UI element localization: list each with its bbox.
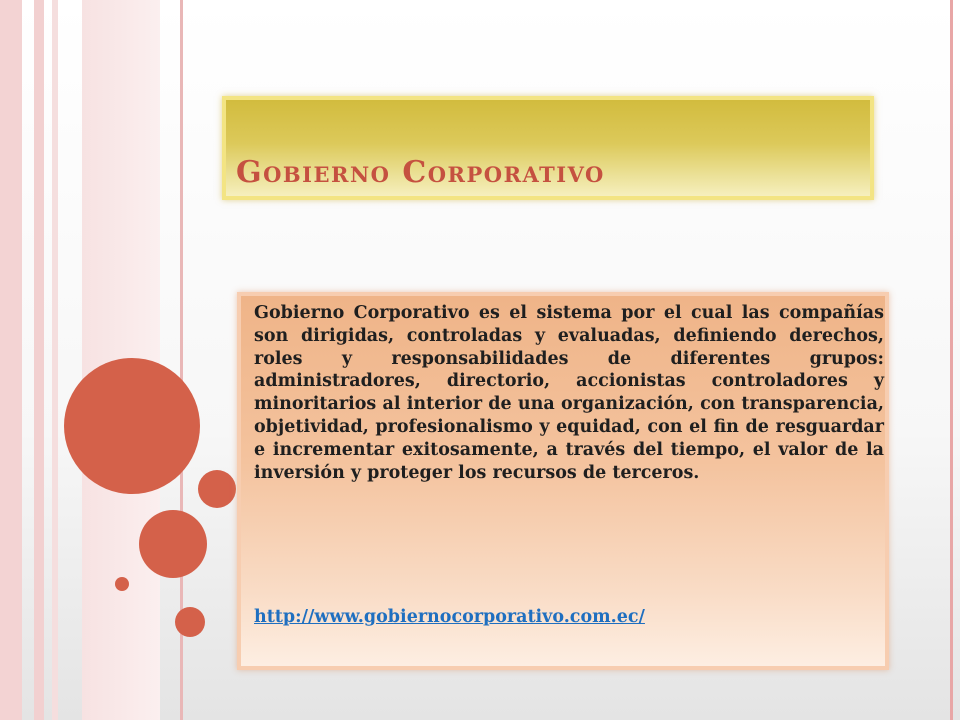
decorative-circle-medium: [139, 510, 207, 578]
decorative-circle-tiny: [115, 577, 129, 591]
decorative-stripe: [0, 0, 22, 720]
decorative-circle-large: [64, 358, 200, 494]
body-paragraph: Gobierno Corporativo es el sistema por el cual las compañías son dirigidas, controladas y evaluadas, definiendo derechos, roles y responsabilidades de diferentes grupos: administradores, directorio, accionistas controladores y minoritarios al interior de una organización, con transparencia, objetividad, profesionalismo y equidad, con el fin de resguardar e incrementar exitosamente, a través del tiempo, el valor de la inversión y proteger los recursos de terceros.: [254, 303, 884, 483]
decorative-stripe: [52, 0, 58, 720]
decorative-circle-small: [175, 607, 205, 637]
decorative-circle-small: [198, 470, 236, 508]
content-box: [237, 292, 889, 670]
source-link[interactable]: http://www.gobiernocorporativo.com.ec/: [254, 607, 645, 627]
title-box: [222, 96, 874, 200]
decorative-stripe: [34, 0, 44, 720]
decorative-border-line: [950, 0, 953, 720]
slide-title: Gobierno Corporativo: [236, 155, 605, 190]
